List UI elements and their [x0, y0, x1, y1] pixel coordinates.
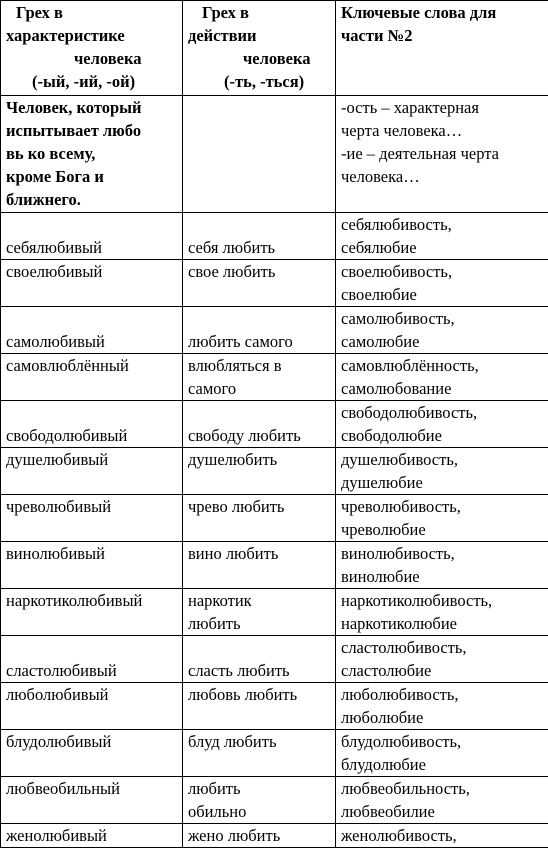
table-row	[1, 260, 548, 307]
adjective-text: сластолюбивый	[6, 661, 117, 680]
adjective-text: себялюбивый	[6, 238, 102, 257]
adjective-text: свободолюбивый	[6, 426, 127, 445]
row-action	[183, 307, 336, 354]
keyword-text: самолюбивость,	[341, 307, 543, 330]
row-adjective	[1, 213, 183, 260]
table-row	[1, 636, 548, 683]
adjective-text: своелюбивый	[6, 262, 102, 281]
adjective-text: любвеобильный	[6, 779, 120, 798]
row-action	[183, 683, 336, 730]
keyword-text: чреволюбие	[341, 518, 543, 541]
table-row	[1, 542, 548, 589]
row-adjective	[1, 260, 183, 307]
action-text: чрево любить	[188, 495, 330, 518]
table-row	[1, 683, 548, 730]
row-action	[183, 542, 336, 589]
action-text: душелюбить	[188, 448, 330, 471]
intro-row	[1, 96, 548, 213]
keyword-text: любвеобилие	[341, 800, 543, 823]
intro-col1: Человек, который испытывает любо вь ко всему, кроме Бога и ближнего.	[1, 96, 183, 213]
intro-col3: -ость – характерная черта человека… -ие – деятельная черта человека…	[336, 96, 548, 213]
keyword-text: блудолюбие	[341, 753, 543, 776]
row-adjective	[1, 495, 183, 542]
row-action	[183, 636, 336, 683]
row-action	[183, 730, 336, 777]
table-row	[1, 354, 548, 401]
action-text: любить	[188, 612, 330, 635]
keyword-text: винолюбие	[341, 565, 543, 588]
table-row	[1, 824, 548, 848]
action-text: себя любить	[188, 236, 330, 259]
row-keywords	[336, 260, 548, 307]
keyword-text: чреволюбивость,	[341, 495, 543, 518]
row-keywords	[336, 730, 548, 777]
table-row	[1, 777, 548, 824]
keyword-text: сластолюбивость,	[341, 636, 543, 659]
row-adjective	[1, 824, 183, 848]
row-action	[183, 260, 336, 307]
adjective-text: чреволюбивый	[6, 497, 111, 516]
adjective-text: блудолюбивый	[6, 732, 111, 751]
row-adjective	[1, 307, 183, 354]
row-adjective	[1, 401, 183, 448]
row-keywords	[336, 448, 548, 495]
keyword-text: любoлюбие	[341, 706, 543, 729]
keyword-text: сластолюбие	[341, 659, 543, 682]
header-col3: Ключевые слова для части №2	[336, 1, 548, 96]
action-text: жено любить	[188, 824, 330, 847]
row-action	[183, 354, 336, 401]
table-row	[1, 589, 548, 636]
adjective-text: наркотиколюбивый	[6, 591, 142, 610]
keyword-text: самолюбование	[341, 377, 543, 400]
row-keywords	[336, 401, 548, 448]
header-col2: Грех в действии человека (-ть, -ться)	[183, 1, 336, 96]
row-keywords	[336, 495, 548, 542]
row-keywords	[336, 636, 548, 683]
keyword-text: любвеобильность,	[341, 777, 543, 800]
keyword-text: наркотиколюбивость,	[341, 589, 543, 612]
keyword-text: женолюбивость,	[341, 824, 543, 847]
keyword-text: любoлюбивость,	[341, 683, 543, 706]
table-row	[1, 448, 548, 495]
action-text: влюбляться в	[188, 354, 330, 377]
keyword-text: свободолюбивость,	[341, 401, 543, 424]
row-action	[183, 213, 336, 260]
keyword-text: свободолюбие	[341, 424, 543, 447]
row-adjective	[1, 777, 183, 824]
action-text: наркотик	[188, 589, 330, 612]
action-text: свободу любить	[188, 424, 330, 447]
adjective-text: винолюбивый	[6, 544, 105, 563]
row-keywords	[336, 307, 548, 354]
adjective-text: люболюбивый	[6, 685, 108, 704]
row-keywords	[336, 589, 548, 636]
adjective-text: самолюбивый	[6, 332, 105, 351]
row-adjective	[1, 354, 183, 401]
row-adjective	[1, 589, 183, 636]
keyword-text: душелюбивость,	[341, 448, 543, 471]
adjective-text: душелюбивый	[6, 450, 108, 469]
header-col1: Грех в характеристике человека (-ый, -ий, -ой)	[1, 1, 183, 96]
keyword-text: самолюбие	[341, 330, 543, 353]
row-keywords	[336, 354, 548, 401]
intro-col2	[183, 96, 336, 213]
keyword-text: душелюбие	[341, 471, 543, 494]
keyword-text: самовлюблённость,	[341, 354, 543, 377]
header-row	[1, 1, 548, 96]
action-text: свое любить	[188, 260, 330, 283]
keyword-text: наркотиколюбие	[341, 612, 543, 635]
row-adjective	[1, 683, 183, 730]
keyword-text: себялюбивость,	[341, 213, 543, 236]
row-adjective	[1, 448, 183, 495]
action-text: любовь любить	[188, 683, 330, 706]
row-adjective	[1, 542, 183, 589]
row-action	[183, 589, 336, 636]
action-text: любить самого	[188, 330, 330, 353]
row-keywords	[336, 542, 548, 589]
table-row	[1, 307, 548, 354]
table-row	[1, 213, 548, 260]
keyword-text: винолюбивость,	[341, 542, 543, 565]
row-adjective	[1, 730, 183, 777]
table-row	[1, 495, 548, 542]
adjective-text: самовлюблённый	[6, 356, 129, 375]
keyword-text: своелюбие	[341, 283, 543, 306]
table-row	[1, 401, 548, 448]
row-action	[183, 824, 336, 848]
row-keywords	[336, 824, 548, 848]
keyword-text: себялюбие	[341, 236, 543, 259]
keyword-text: блудолюбивость,	[341, 730, 543, 753]
action-text: обильно	[188, 800, 330, 823]
row-action	[183, 777, 336, 824]
action-text: любить	[188, 777, 330, 800]
action-text: сласть любить	[188, 659, 330, 682]
action-text: вино любить	[188, 542, 330, 565]
action-text: самого	[188, 377, 330, 400]
adjective-text: женолюбивый	[6, 826, 107, 845]
row-action	[183, 495, 336, 542]
action-text: блуд любить	[188, 730, 330, 753]
row-keywords	[336, 213, 548, 260]
row-action	[183, 401, 336, 448]
keyword-text: своелюбивость,	[341, 260, 543, 283]
row-action	[183, 448, 336, 495]
data-rows	[1, 213, 548, 848]
row-adjective	[1, 636, 183, 683]
row-keywords	[336, 777, 548, 824]
table-row	[1, 730, 548, 777]
row-keywords	[336, 683, 548, 730]
